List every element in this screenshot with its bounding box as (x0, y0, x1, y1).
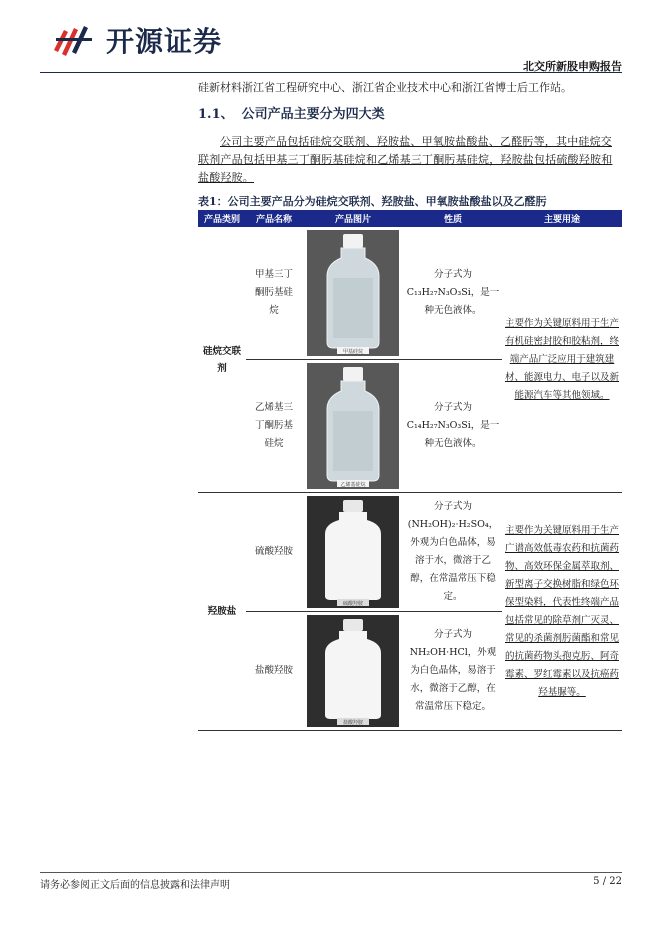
bottle-image (307, 496, 399, 608)
paragraph-text: 公司主要产品包括硅烷交联剂、羟胺盐、甲氧胺盐酸盐、乙醛肟等，其中硅烷交联剂产品包括甲基三丁酮肟基硅烷和乙烯基三丁酮肟基硅烷，羟胺盐包括硫酸羟胺和盐酸羟胺。 (198, 135, 613, 184)
product-name (246, 227, 302, 360)
category-label: 羟胺盐 (207, 606, 237, 617)
property-text: 分子式为C₁₃H₂₇N₃O₃Si，是一种无色液体。 (406, 269, 500, 316)
report-type: 北交所新股申购报告 (523, 60, 622, 73)
table-row (198, 227, 622, 360)
category-cell (198, 227, 246, 493)
usage-text-content: 主要作为关键原料用于生产广谱高效低毒农药和抗菌药物、高效环保金属萃取剂、新型离子交换树脂和绿色环保型染料，代表性终端产品包括常见的除草剂广灭灵、常见的杀菌剂肟菌酯和常见的抗菌药物头孢克肟、阿奇霉素、罗红霉素以及抗癌药羟基脲等。 (504, 524, 619, 698)
property-text: 分子式为C₁₄H₂₇N₃O₃Si，是一种无色液体。 (406, 402, 500, 449)
bottle-label: 盐酸羟胺 (342, 720, 364, 726)
bottle-image (307, 363, 399, 489)
product-image-cell (302, 360, 404, 493)
body-paragraph (198, 133, 622, 187)
product-image-cell (302, 227, 404, 360)
usage-cell (502, 227, 622, 493)
property-text: 分子式为NH₂OH·HCl，外观为白色晶体，易溶于水，微溶于乙醇，在常温常压下稳定。 (409, 629, 497, 712)
category-cell (198, 493, 246, 731)
col-header: 产品类别 (198, 210, 246, 227)
usage-text (502, 522, 622, 702)
usage-cell (502, 493, 622, 731)
category-label: 硅烷交联 (202, 345, 241, 357)
product-name (246, 493, 302, 612)
col-header: 性质 (404, 210, 502, 227)
bottle-image (307, 615, 399, 727)
product-name-text: 硫酸羟胺 (254, 546, 293, 557)
logo-text: 开源证券 (106, 25, 223, 58)
bottle-label: 甲基硅烷 (342, 349, 364, 355)
product-table (198, 210, 622, 731)
usage-text (502, 315, 622, 405)
property-text: 分子式为(NH₂OH)₂·H₂SO₄，外观为白色晶体，易溶于水，微溶于乙醇，在常温常压下稳定。 (407, 501, 499, 602)
property-cell (404, 360, 502, 493)
product-name-text: 甲基三丁酮肟基硅烷 (254, 269, 293, 316)
section-heading (198, 106, 622, 124)
footer-disclaimer: 请务必参阅正文后面的信息披露和法律声明 (40, 880, 230, 891)
bottle-label: 硫酸羟胺 (342, 601, 364, 607)
product-name (246, 612, 302, 731)
table-row (198, 493, 622, 612)
col-header: 产品名称 (246, 210, 302, 227)
section-number: 1.1、 (198, 107, 234, 122)
company-logo (50, 20, 222, 60)
product-name-text: 盐酸羟胺 (254, 665, 293, 676)
kaiyuan-logo-icon (50, 20, 100, 60)
footer-divider (40, 872, 622, 873)
continued-text: 硅新材料浙江省工程研究中心、浙江省企业技术中心和浙江省博士后工作站。 (198, 81, 572, 94)
col-header: 产品图片 (302, 210, 404, 227)
product-image-cell (302, 612, 404, 731)
product-name (246, 360, 302, 493)
page-number: 5 / 22 (593, 876, 622, 887)
property-cell (404, 493, 502, 612)
table-caption: 表1：公司主要产品分为硅烷交联剂、羟胺盐、甲氧胺盐酸盐以及乙醛肟 (198, 195, 547, 208)
usage-text-content: 主要作为关键原料用于生产有机硅密封胶和胶粘剂，终端产品广泛应用于建筑建材、能源电力、电子以及新能源汽车等其他领域。 (504, 317, 619, 401)
product-name-text: 乙烯基三丁酮肟基硅烷 (254, 402, 293, 449)
bottle-label: 乙烯基硅烷 (340, 482, 366, 488)
section-title: 公司产品主要分为四大类 (241, 107, 385, 122)
product-image-cell (302, 493, 404, 612)
property-cell (404, 227, 502, 360)
header-divider (40, 72, 622, 73)
category-label: 剂 (217, 362, 227, 374)
bottle-image (307, 230, 399, 356)
property-cell (404, 612, 502, 731)
table-header-row (198, 210, 622, 227)
col-header: 主要用途 (502, 210, 622, 227)
